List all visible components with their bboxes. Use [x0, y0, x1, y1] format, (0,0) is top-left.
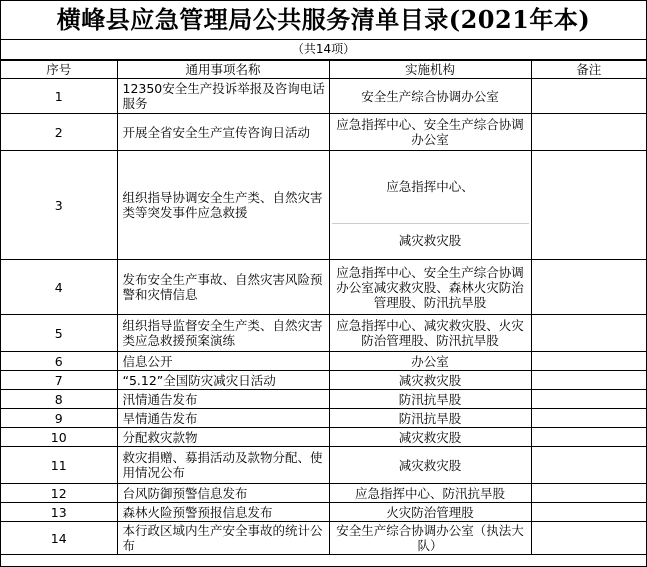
row-seq: 12 [1, 484, 117, 503]
row-item: 汛情通告发布 [117, 390, 329, 409]
row-seq: 13 [1, 503, 117, 522]
row-item: 开展全省安全生产宣传咨询日活动 [117, 114, 329, 151]
row-org-line-1: 应急指挥中心、 [332, 151, 529, 224]
table-row [1, 315, 646, 352]
row-note [531, 428, 646, 447]
row-item: “5.12”全国防灾减灾日活动 [117, 371, 329, 390]
row-item: 12350安全生产投诉举报及咨询电话服务 [117, 79, 329, 114]
table-row [1, 522, 646, 555]
service-table [1, 60, 646, 555]
row-item: 救灾捐赠、募捐活动及款物分配、使用情况公布 [117, 447, 329, 484]
header-org: 实施机构 [329, 61, 531, 79]
header-seq: 序号 [1, 61, 117, 79]
table-row [1, 428, 646, 447]
row-seq: 7 [1, 371, 117, 390]
row-note [531, 409, 646, 428]
row-note [531, 390, 646, 409]
row-org: 减灾救灾股 [329, 371, 531, 390]
table-row [1, 79, 646, 114]
row-item: 组织指导监督安全生产类、自然灾害类应急救援预案演练 [117, 315, 329, 352]
table-row [1, 151, 646, 260]
header-item: 通用事项名称 [117, 61, 329, 79]
row-org: 办公室 [329, 352, 531, 371]
row-note [531, 522, 646, 555]
table-row [1, 484, 646, 503]
table-row [1, 260, 646, 315]
row-note [531, 260, 646, 315]
row-note [531, 151, 646, 260]
row-org-line-2: 减灾救灾股 [398, 233, 462, 248]
row-seq: 5 [1, 315, 117, 352]
row-org: 火灾防治管理股 [329, 503, 531, 522]
row-seq: 9 [1, 409, 117, 428]
row-seq: 4 [1, 260, 117, 315]
item-count: （共14项） [1, 40, 646, 60]
row-org: 安全生产综合协调办公室（执法大队） [329, 522, 531, 555]
row-seq: 8 [1, 390, 117, 409]
table-row [1, 114, 646, 151]
table-row [1, 409, 646, 428]
row-org: 应急指挥中心、安全生产综合协调办公室 [329, 114, 531, 151]
row-note [531, 371, 646, 390]
table-row [1, 390, 646, 409]
row-item: 组织指导协调安全生产类、自然灾害类等突发事件应急救援 [117, 151, 329, 260]
row-seq: 6 [1, 352, 117, 371]
row-seq: 14 [1, 522, 117, 555]
row-note [531, 503, 646, 522]
row-note [531, 79, 646, 114]
row-item: 森林火险预警预报信息发布 [117, 503, 329, 522]
row-seq: 2 [1, 114, 117, 151]
row-org: 应急指挥中心、安全生产综合协调办公室减灾救灾股、森林火灾防治管理股、防汛抗旱股 [329, 260, 531, 315]
row-note [531, 114, 646, 151]
row-item: 信息公开 [117, 352, 329, 371]
row-note [531, 352, 646, 371]
row-item: 本行政区域内生产安全事故的统计公布 [117, 522, 329, 555]
row-org: 减灾救灾股 [329, 447, 531, 484]
row-org: 安全生产综合协调办公室 [329, 79, 531, 114]
row-seq: 10 [1, 428, 117, 447]
row-org: 防汛抗旱股 [329, 390, 531, 409]
row-seq: 11 [1, 447, 117, 484]
row-org: 防汛抗旱股 [329, 409, 531, 428]
row-org [329, 151, 531, 260]
row-item: 分配救灾款物 [117, 428, 329, 447]
header-note: 备注 [531, 61, 646, 79]
row-seq: 1 [1, 79, 117, 114]
table-row [1, 352, 646, 371]
table-row [1, 503, 646, 522]
row-org: 减灾救灾股 [329, 428, 531, 447]
document-title: 横峰县应急管理局公共服务清单目录(2021年本) [1, 1, 646, 40]
row-org: 应急指挥中心、减灾救灾股、火灾防治管理股、防汛抗旱股 [329, 315, 531, 352]
table-row [1, 371, 646, 390]
row-seq: 3 [1, 151, 117, 260]
row-note [531, 484, 646, 503]
row-note [531, 315, 646, 352]
row-item: 台风防御预警信息发布 [117, 484, 329, 503]
row-item: 发布安全生产事故、自然灾害风险预警和灾情信息 [117, 260, 329, 315]
header-row [1, 61, 646, 79]
table-row [1, 447, 646, 484]
row-note [531, 447, 646, 484]
row-org: 应急指挥中心、防汛抗旱股 [329, 484, 531, 503]
row-item: 旱情通告发布 [117, 409, 329, 428]
